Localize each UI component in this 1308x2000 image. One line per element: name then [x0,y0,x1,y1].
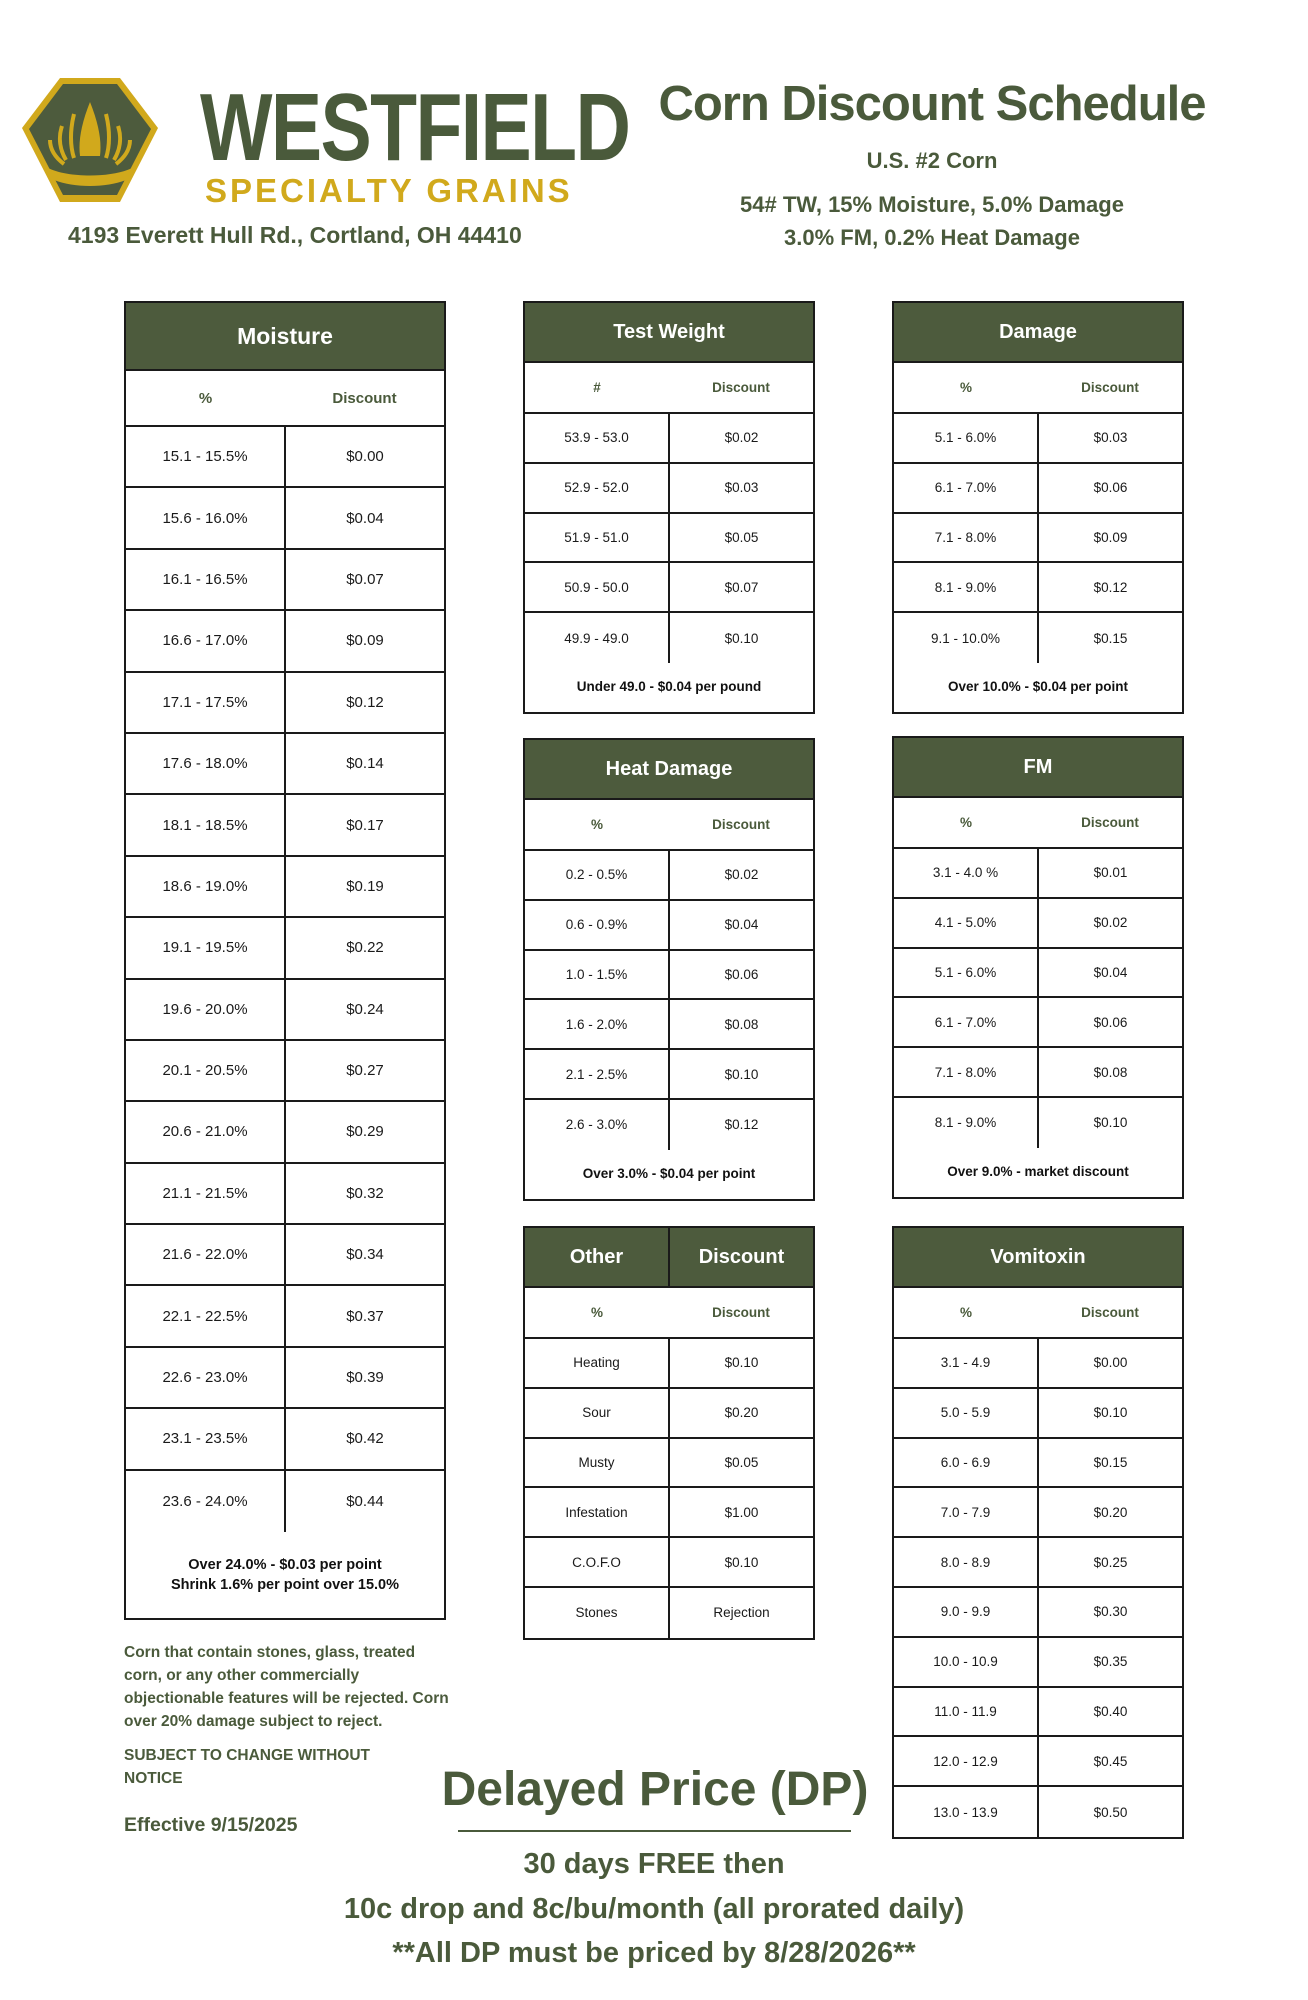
discount-cell: $0.32 [346,1184,384,1202]
table-row [525,1339,813,1389]
range-cell: 3.1 - 4.0 % [894,849,1039,897]
range-cell: 51.9 - 51.0 [525,514,670,562]
table-body [525,414,813,663]
range-cell: 9.1 - 10.0% [894,613,1039,663]
discount-cell: $0.22 [346,939,384,957]
table-footer [894,663,1182,712]
damage-table [892,301,1184,714]
table-row [894,1688,1182,1738]
table-row [894,1339,1182,1389]
table-title-right: Discount [698,1245,785,1268]
table-row [525,901,813,951]
table-title [525,1228,813,1288]
footer-line: Under 49.0 - $0.04 per pound [576,679,762,695]
table-row [126,1102,444,1163]
range-cell: 20.6 - 21.0% [126,1102,286,1161]
discount-cell: $0.05 [724,1454,759,1470]
table-title: FM [894,738,1182,798]
discount-cell: $0.30 [1093,1604,1128,1620]
table-row [126,1041,444,1102]
column-header: # [593,380,601,395]
table-row [894,563,1182,613]
table-body [894,414,1182,663]
range-cell: 6.0 - 6.9 [894,1439,1039,1487]
column-header-row [525,363,813,414]
discount-cell: $0.03 [724,480,759,496]
column-header: Discount [1081,815,1139,830]
other-table [523,1226,815,1640]
discount-cell: $0.12 [346,693,384,711]
range-cell: 0.2 - 0.5% [525,851,670,899]
footer-line: Shrink 1.6% per point over 15.0% [170,1577,400,1594]
table-row [894,949,1182,999]
discount-cell: $0.40 [1093,1703,1128,1719]
discount-cell: $0.10 [724,1066,759,1082]
table-row [525,563,813,613]
range-cell: 23.1 - 23.5% [126,1409,286,1468]
footer-line: Over 24.0% - $0.03 per point [188,1556,382,1573]
range-cell: 10.0 - 10.9 [894,1638,1039,1686]
discount-cell: $0.10 [1093,1115,1128,1131]
range-cell: 3.1 - 4.9 [894,1339,1039,1387]
company-address: 4193 Everett Hull Rd., Cortland, OH 44410 [68,222,522,248]
discount-cell: $0.27 [346,1062,384,1080]
delayed-price-line-2: 10c drop and 8c/bu/month (all prorated daily) [343,1893,965,1925]
range-cell: 2.1 - 2.5% [525,1050,670,1098]
column-header: Discount [712,380,770,395]
table-row [525,951,813,1001]
range-cell: 17.1 - 17.5% [126,673,286,732]
range-cell: 1.6 - 2.0% [525,1000,670,1048]
discount-cell: $0.35 [1093,1654,1128,1670]
column-header: Discount [1081,1305,1139,1320]
table-title: Heat Damage [525,740,813,800]
table-row [525,514,813,564]
column-header: % [590,817,603,832]
table-row [525,414,813,464]
rejection-note: Corn that contain stones, glass, treated corn, or any other commercially objectionable features will be rejected. Corn over 20% damage subject to reject. [124,1644,449,1730]
brand-subtitle: SPECIALTY GRAINS [205,172,573,209]
discount-cell: $0.03 [1093,430,1128,446]
range-cell: 19.1 - 19.5% [126,918,286,977]
discount-cell: $0.37 [346,1307,384,1325]
effective-date: Effective 9/15/2025 [124,1814,298,1836]
column-header: % [959,815,972,830]
range-cell: 8.1 - 9.0% [894,563,1039,611]
table-row [126,673,444,734]
table-row [894,1737,1182,1787]
table-row [525,1538,813,1588]
range-cell: 8.1 - 9.0% [894,1098,1039,1148]
column-header: % [959,1305,972,1320]
discount-cell: $0.15 [1093,1454,1128,1470]
range-cell: 17.6 - 18.0% [126,734,286,793]
table-footer [525,1150,813,1199]
table-body [126,427,444,1532]
table-row [894,464,1182,514]
range-cell: 18.1 - 18.5% [126,795,286,854]
table-row [126,1348,444,1409]
discount-cell: $0.00 [346,448,384,466]
column-header-row [126,371,444,427]
table-row [126,1471,444,1532]
table-body [894,1339,1182,1837]
table-row [126,611,444,672]
discount-cell: $0.10 [724,1355,759,1371]
footer-line: Over 3.0% - $0.04 per point [582,1165,756,1181]
discount-cell: $0.20 [1093,1504,1128,1520]
delayed-price-title: Delayed Price (DP) [441,1763,869,1816]
table-row [126,1164,444,1225]
table-body [894,849,1182,1148]
discount-cell: Rejection [713,1605,770,1621]
table-row [894,849,1182,899]
table-row [126,488,444,549]
table-title-left: Other [525,1228,670,1286]
table-body [525,1339,813,1638]
range-cell: 7.1 - 8.0% [894,1048,1039,1096]
range-cell: 16.6 - 17.0% [126,611,286,670]
range-cell: 19.6 - 20.0% [126,980,286,1039]
table-title: Test Weight [525,303,813,363]
range-cell: 11.0 - 11.9 [894,1688,1039,1736]
table-title: Damage [894,303,1182,363]
table-row [525,1439,813,1489]
range-cell: 5.1 - 6.0% [894,414,1039,462]
table-row [894,899,1182,949]
range-cell: Sour [525,1389,670,1437]
range-cell: 18.6 - 19.0% [126,857,286,916]
range-cell: 2.6 - 3.0% [525,1100,670,1150]
discount-cell: $0.34 [346,1246,384,1264]
heat-damage-table [523,738,815,1201]
spec-line-1: 54# TW, 15% Moisture, 5.0% Damage [740,192,1124,217]
table-title: Moisture [126,303,444,371]
grade-label: U.S. #2 Corn [866,148,998,173]
range-cell: 20.1 - 20.5% [126,1041,286,1100]
discount-cell: $0.09 [1093,529,1128,545]
discount-cell: $0.06 [1093,1014,1128,1030]
discount-cell: $0.29 [346,1123,384,1141]
brand-name: WESTFIELD [200,74,630,181]
range-cell: 22.1 - 22.5% [126,1286,286,1345]
discount-cell: $1.00 [724,1504,759,1520]
delayed-price-line-1: 30 days FREE then [523,1848,785,1880]
discount-cell: $0.04 [724,917,759,933]
spec-line-2: 3.0% FM, 0.2% Heat Damage [784,225,1080,250]
table-row [126,550,444,611]
footer-line: Over 10.0% - $0.04 per point [947,679,1129,695]
range-cell: 23.6 - 24.0% [126,1471,286,1532]
footer-line: Over 9.0% - market discount [947,1163,1129,1179]
table-row [525,1488,813,1538]
column-header-row [894,1288,1182,1339]
column-header: % [198,389,213,407]
discount-cell: $0.04 [1093,964,1128,980]
discount-cell: $0.05 [724,529,759,545]
range-cell: 22.6 - 23.0% [126,1348,286,1407]
column-header-row [525,1288,813,1339]
range-cell: 5.1 - 6.0% [894,949,1039,997]
discount-cell: $0.10 [1093,1405,1128,1421]
range-cell: 9.0 - 9.9 [894,1588,1039,1636]
discount-cell: $0.25 [1093,1554,1128,1570]
table-row [126,734,444,795]
discount-cell: $0.24 [346,1000,384,1018]
table-footer [525,663,813,712]
discount-cell: $0.19 [346,877,384,895]
column-header-row [894,363,1182,414]
table-row [894,1098,1182,1148]
range-cell: 52.9 - 52.0 [525,464,670,512]
discount-cell: $0.14 [346,755,384,773]
discount-cell: $0.01 [1093,865,1128,881]
range-cell: Musty [525,1439,670,1487]
discount-cell: $0.09 [346,632,384,650]
vomitoxin-table [892,1226,1184,1839]
table-row [894,1538,1182,1588]
column-header: Discount [712,817,770,832]
column-header: Discount [332,389,397,407]
discount-cell: $0.42 [346,1430,384,1448]
range-cell: Stones [525,1588,670,1638]
table-row [525,1100,813,1150]
discount-cell: $0.07 [724,579,759,595]
table-row [894,1588,1182,1638]
table-row [894,1439,1182,1489]
document-title: Corn Discount Schedule [658,77,1206,131]
range-cell: 12.0 - 12.9 [894,1737,1039,1785]
column-header-row [525,800,813,851]
range-cell: 13.0 - 13.9 [894,1787,1039,1837]
discount-cell: $0.06 [724,966,759,982]
discount-cell: $0.00 [1093,1355,1128,1371]
range-cell: 21.6 - 22.0% [126,1225,286,1284]
change-notice: SUBJECT TO CHANGE WITHOUT NOTICE [124,1747,370,1787]
discount-cell: $0.12 [1093,579,1128,595]
range-cell: 1.0 - 1.5% [525,951,670,999]
discount-cell: $0.50 [1093,1804,1128,1820]
discount-cell: $0.20 [724,1405,759,1421]
range-cell: 50.9 - 50.0 [525,563,670,611]
table-row [894,1638,1182,1688]
westfield-logo-icon [18,74,162,208]
table-row [894,998,1182,1048]
discount-cell: $0.10 [724,630,759,646]
column-header: Discount [712,1305,770,1320]
range-cell: 7.0 - 7.9 [894,1488,1039,1536]
column-header-row [894,798,1182,849]
range-cell: 15.6 - 16.0% [126,488,286,547]
discount-cell: $0.04 [346,509,384,527]
column-header: % [959,380,972,395]
range-cell: 49.9 - 49.0 [525,613,670,663]
table-footer [894,1148,1182,1197]
table-row [894,1389,1182,1439]
range-cell: 6.1 - 7.0% [894,464,1039,512]
table-row [894,414,1182,464]
range-cell: 21.1 - 21.5% [126,1164,286,1223]
discount-cell: $0.02 [724,867,759,883]
range-cell: 0.6 - 0.9% [525,901,670,949]
discount-cell: $0.08 [1093,1064,1128,1080]
table-row [525,464,813,514]
range-cell: 15.1 - 15.5% [126,427,286,486]
discount-cell: $0.39 [346,1369,384,1387]
range-cell: 16.1 - 16.5% [126,550,286,609]
discount-cell: $0.15 [1093,630,1128,646]
discount-cell: $0.06 [1093,480,1128,496]
column-header: Discount [1081,380,1139,395]
table-row [126,1286,444,1347]
table-row [525,1588,813,1638]
fm-table [892,736,1184,1199]
column-header: % [590,1305,603,1320]
table-row [126,857,444,918]
table-row [894,1488,1182,1538]
title-underline [458,1830,851,1832]
range-cell: Heating [525,1339,670,1387]
discount-cell: $0.44 [346,1492,384,1510]
table-body [525,851,813,1150]
range-cell: C.O.F.O [525,1538,670,1586]
table-footer [126,1532,444,1618]
table-row [525,1389,813,1439]
range-cell: Infestation [525,1488,670,1536]
table-row [525,613,813,663]
table-row [126,980,444,1041]
delayed-price-line-3: **All DP must be priced by 8/28/2026** [392,1937,916,1969]
table-row [126,918,444,979]
table-row [894,1048,1182,1098]
test-weight-table [523,301,815,714]
table-row [894,613,1182,663]
moisture-table [124,301,446,1620]
range-cell: 6.1 - 7.0% [894,998,1039,1046]
discount-cell: $0.08 [724,1016,759,1032]
discount-cell: $0.45 [1093,1753,1128,1769]
table-row [126,427,444,488]
table-title: Vomitoxin [894,1228,1182,1288]
table-row [126,1409,444,1470]
range-cell: 5.0 - 5.9 [894,1389,1039,1437]
discount-cell: $0.12 [724,1117,759,1133]
range-cell: 7.1 - 8.0% [894,514,1039,562]
range-cell: 53.9 - 53.0 [525,414,670,462]
discount-cell: $0.02 [724,430,759,446]
table-row [894,1787,1182,1837]
table-row [525,1050,813,1100]
discount-cell: $0.07 [346,570,384,588]
range-cell: 4.1 - 5.0% [894,899,1039,947]
discount-cell: $0.17 [346,816,384,834]
table-row [894,514,1182,564]
range-cell: 8.0 - 8.9 [894,1538,1039,1586]
table-row [126,795,444,856]
table-row [525,1000,813,1050]
table-row [525,851,813,901]
discount-cell: $0.10 [724,1554,759,1570]
table-row [126,1225,444,1286]
discount-cell: $0.02 [1093,915,1128,931]
